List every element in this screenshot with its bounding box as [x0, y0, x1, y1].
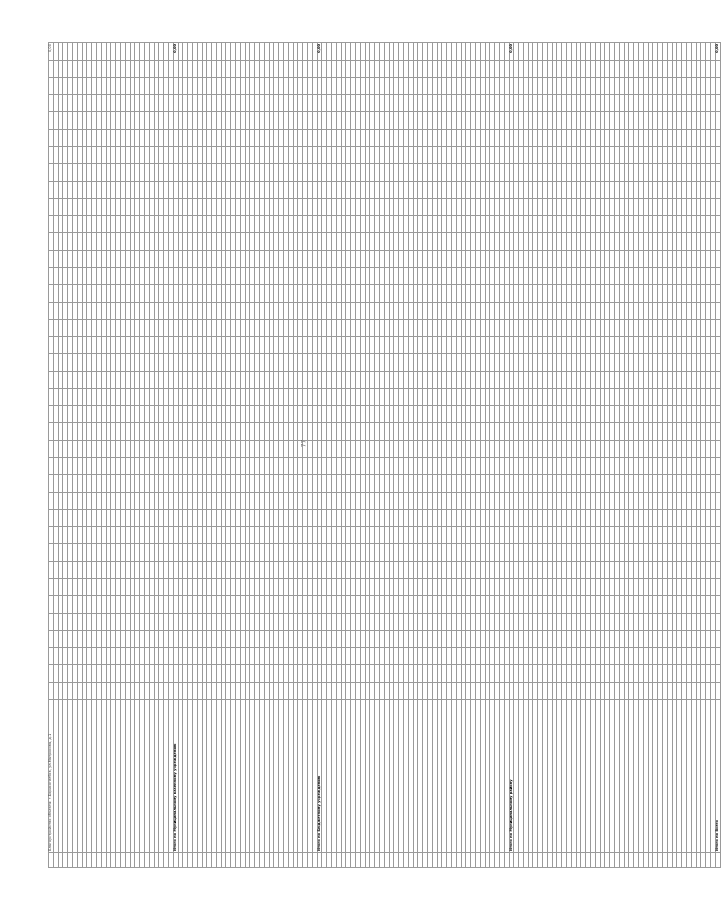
value-cell: 0,00: [317, 43, 322, 61]
row-label-cell: Благоустройство объекта: г.Борисоглебск, ул.Матросова, д.1: [49, 700, 54, 853]
value-cell: 0,00: [173, 43, 178, 61]
value-cell: 0,00: [509, 43, 514, 61]
budget-table: [48, 42, 721, 868]
row-label-cell: Итого по Бюджетному учреждению: [317, 700, 322, 853]
row-label-cell: Итого по Муниципальному казенному учреждению: [173, 700, 178, 853]
table-body: [49, 43, 721, 868]
row-label-cell: Итого по Муниципальному району: [509, 700, 514, 853]
value-cell: 0,00: [49, 43, 54, 61]
rotated-table-sheet: [48, 42, 719, 868]
